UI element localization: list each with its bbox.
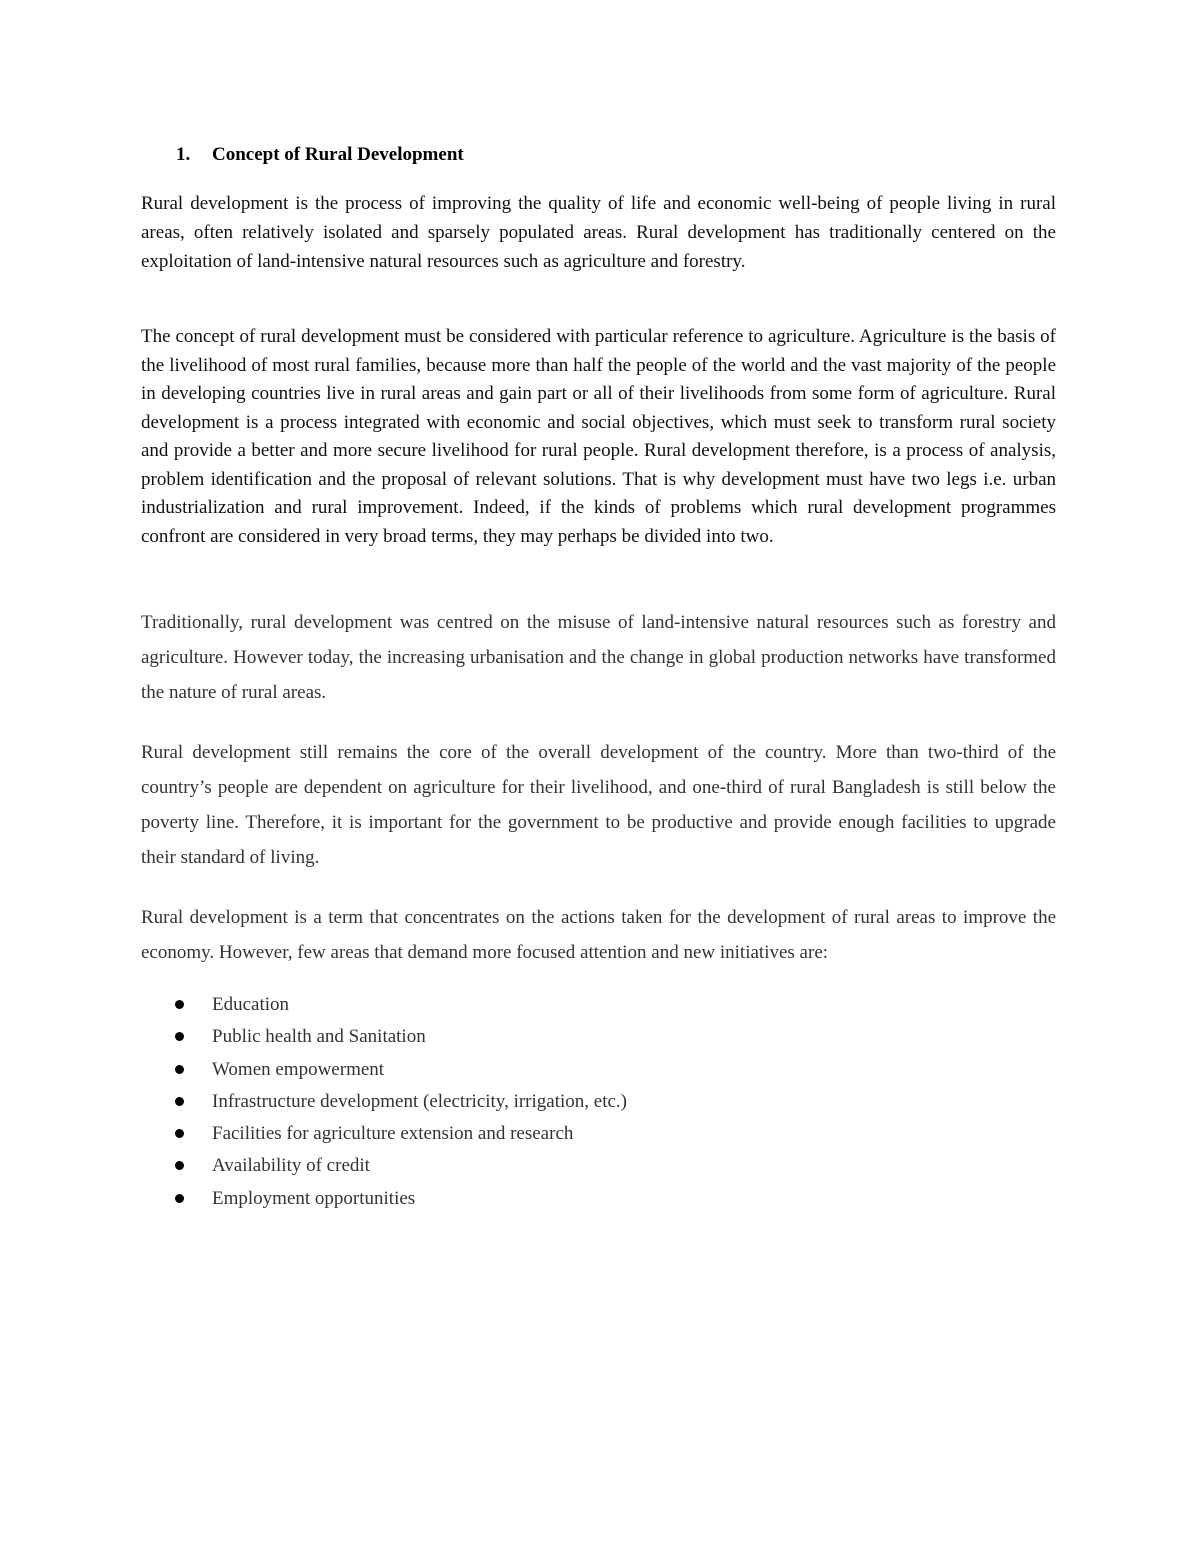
bullet-icon [175, 1065, 184, 1074]
list-item-text: Availability of credit [212, 1155, 370, 1177]
bullet-icon [175, 1000, 184, 1009]
bullet-icon [175, 1129, 184, 1138]
section-heading [176, 142, 464, 168]
list-item-text: Public health and Sanitation [212, 1026, 426, 1048]
list-item [141, 1021, 627, 1053]
paragraph-definition: Rural development is the process of improving the quality of life and economic well-being of people living in rural areas, often relatively isolated and sparsely populated areas. Rural development has traditionally centered on the exploitation of land-intensive natural resources such as agriculture and forestry. [141, 193, 1056, 272]
list-item-text: Employment opportunities [212, 1187, 416, 1209]
list-item-text: Infrastructure development (electricity, irrigation, etc.) [212, 1090, 627, 1112]
list-item [141, 1118, 627, 1150]
list-item-text: Women empowerment [212, 1058, 385, 1080]
list-item [141, 989, 627, 1021]
list-item [141, 1183, 627, 1215]
bullet-icon [175, 1032, 184, 1041]
list-item [141, 1054, 627, 1086]
focus-areas-list [141, 989, 627, 1215]
paragraph-core-development: Rural development still remains the core of the overall development of the country. More than two-third of the country’s people are dependent on agriculture for their livelihood, and one-third of rural Bangladesh is still below the poverty line. Therefore, it is important for the government to be productive and provide enough facilities to upgrade their standard of living. [141, 742, 1056, 868]
bullet-icon [175, 1097, 184, 1106]
paragraph-traditional: Traditionally, rural development was centred on the misuse of land-intensive natural resources such as forestry and agriculture. However today, the increasing urbanisation and the change in global production networks have transformed the nature of rural areas. [141, 612, 1056, 703]
list-item [141, 1086, 627, 1118]
paragraph-focus-areas: Rural development is a term that concentrates on the actions taken for the development of rural areas to improve the economy. However, few areas that demand more focused attention and new initiatives are: [141, 907, 1056, 963]
list-item [141, 1150, 627, 1182]
section-title: Concept of Rural Development [212, 144, 464, 165]
paragraph-agriculture: The concept of rural development must be considered with particular reference to agriculture. Agriculture is the basis of the livelihood of most rural families, because more than half the people of the world and the vast majority of the people in developing countries live in rural areas and gain part or all of their livelihoods from some form of agriculture. Rural development is a process integrated with economic and social objectives, which must seek to transform rural society and provide a better and more secure livelihood for rural people. Rural development therefore, is a process of analysis, problem identification and the proposal of relevant solutions. That is why development must have two legs i.e. urban industrialization and rural improvement. Indeed, if the kinds of problems which rural development programmes confront are considered in very broad terms, they may perhaps be divided into two. [141, 326, 1056, 547]
list-item-text: Facilities for agriculture extension and research [212, 1123, 574, 1145]
list-item-text: Education [212, 994, 290, 1015]
bullet-icon [175, 1161, 184, 1170]
bullet-icon [175, 1194, 184, 1203]
section-number: 1. [176, 144, 191, 165]
